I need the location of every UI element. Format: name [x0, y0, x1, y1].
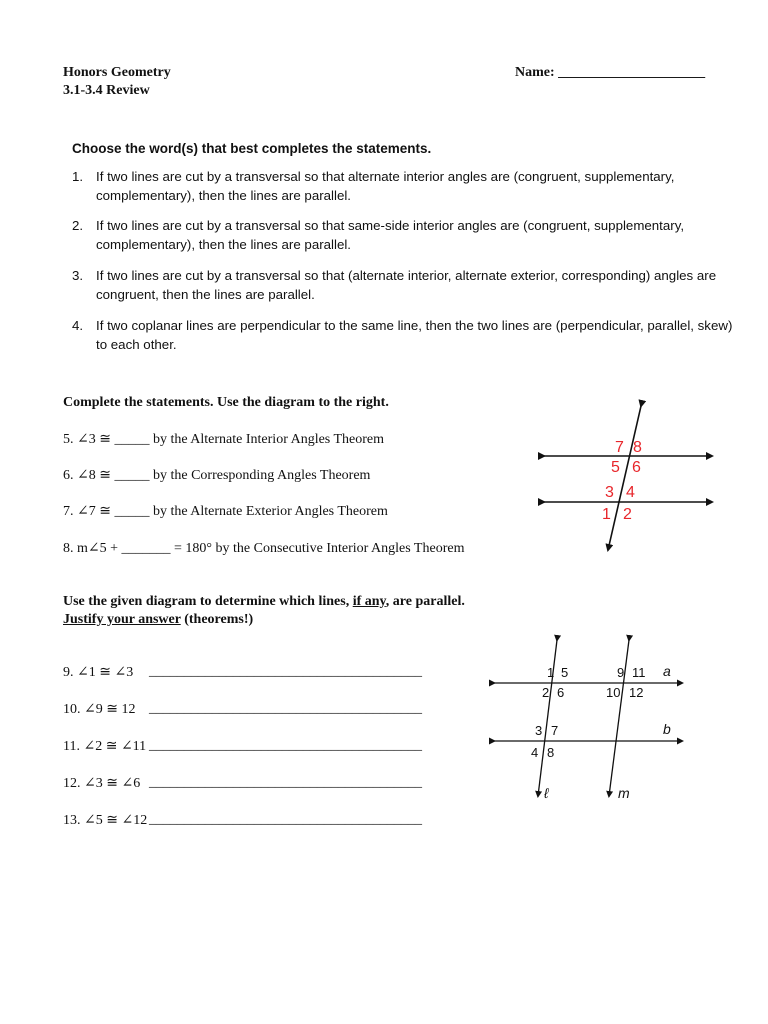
question-text: If two lines are cut by a transversal so that (alternate interior, alternate exterior, corresponding) angles are congruent, then the lines are parallel.: [96, 268, 717, 302]
problem-statement: ∠2 ≅ ∠11: [83, 739, 147, 754]
question-number: 4.: [72, 318, 84, 333]
section3-title-part1: Use the given diagram to determine which lines,: [63, 594, 353, 609]
line-label-a: a: [663, 663, 671, 679]
problem-10: [63, 701, 422, 718]
angle-label-12: 12: [629, 685, 644, 700]
course-title: Honors Geometry: [63, 65, 171, 80]
question-number: 3.: [72, 268, 84, 283]
name-field-label: Name: _____________________: [515, 65, 706, 80]
angle-label-6: 6: [557, 685, 565, 700]
angle-label-7: 7: [615, 439, 624, 456]
statement-6: 6. ∠8 ≅ _____ by the Corresponding Angles Theorem: [63, 468, 371, 483]
section3-title: [63, 594, 465, 610]
problem-12: [63, 775, 422, 792]
problem-number: 9.: [63, 665, 74, 680]
angle-label-2: 2: [623, 506, 632, 523]
problem-number: 12.: [63, 776, 81, 791]
problem-statement: ∠9 ≅ 12: [84, 702, 136, 717]
transversal-line: [608, 406, 641, 550]
answer-blank[interactable]: _______________________________________: [149, 664, 422, 679]
question-text: If two coplanar lines are perpendicular to the same line, then the two lines are (perpendicular, parallel, skew) to each other.: [96, 318, 733, 352]
problem-11: [63, 738, 422, 755]
statement-5: 5. ∠3 ≅ _____ by the Alternate Interior Angles Theorem: [63, 432, 385, 447]
angle-label-4: 4: [531, 745, 539, 760]
angle-label-10: 10: [606, 685, 621, 700]
answer-blank[interactable]: _______________________________________: [149, 775, 422, 790]
problem-13: [63, 812, 422, 829]
angle-label-3: 3: [535, 723, 543, 738]
line-label-b: b: [663, 721, 671, 737]
justify-underlined: Justify your answer: [63, 612, 181, 627]
angle-label-1: 1: [602, 506, 611, 523]
angle-label-2: 2: [542, 685, 550, 700]
line-m: [609, 640, 629, 796]
answer-blank[interactable]: _______________________________________: [149, 738, 422, 753]
section3-title-if-any: if any: [352, 594, 386, 609]
angle-label-5: 5: [611, 459, 620, 476]
problem-9: [63, 664, 422, 681]
angle-label-3: 3: [605, 484, 614, 501]
problem-number: 10.: [63, 702, 81, 717]
statement-7: 7. ∠7 ≅ _____ by the Alternate Exterior Angles Theorem: [63, 504, 388, 519]
justify-rest: (theorems!): [180, 612, 254, 627]
angle-label-4: 4: [626, 484, 635, 501]
angle-label-9: 9: [617, 665, 625, 680]
angle-label-8: 8: [547, 745, 555, 760]
section3-title-part2: , are parallel.: [385, 594, 465, 609]
section2-title: Complete the statements. Use the diagram to the right.: [63, 395, 389, 410]
angle-label-11: 11: [632, 665, 646, 680]
question-number: 2.: [72, 218, 84, 233]
problem-statement: ∠1 ≅ ∠3: [77, 665, 134, 680]
unit-title: 3.1-3.4 Review: [63, 83, 150, 98]
question-number: 1.: [72, 169, 84, 184]
angle-label-5: 5: [561, 665, 569, 680]
angle-label-8: 8: [633, 439, 642, 456]
question-text: If two lines are cut by a transversal so that same-side interior angles are (congruent, supplementary, complementary), then the lines are parallel.: [96, 218, 685, 252]
section3-justify: [63, 612, 253, 628]
line-label-l: ℓ: [544, 785, 549, 801]
angle-label-1: 1: [547, 665, 555, 680]
problem-number: 13.: [63, 813, 81, 828]
answer-blank[interactable]: _______________________________________: [149, 701, 422, 716]
problem-number: 11.: [63, 739, 80, 754]
question-text: If two lines are cut by a transversal so that alternate interior angles are (congruent, supplementary, complementary), then the lines are parallel.: [96, 169, 675, 203]
problem-statement: ∠5 ≅ ∠12: [84, 813, 148, 828]
answer-blank[interactable]: _______________________________________: [149, 812, 422, 827]
statement-8: 8. m∠5 + _______ = 180° by the Consecutive Interior Angles Theorem: [63, 541, 465, 556]
parallel-lines-diagram-2: [488, 630, 688, 810]
parallel-lines-diagram-1: [530, 398, 720, 558]
angle-label-6: 6: [632, 459, 641, 476]
section1-title: Choose the word(s) that best completes the statements.: [72, 141, 432, 156]
problem-statement: ∠3 ≅ ∠6: [84, 776, 141, 791]
angle-label-7: 7: [551, 723, 559, 738]
line-label-m: m: [618, 785, 630, 801]
line-l: [538, 640, 557, 796]
